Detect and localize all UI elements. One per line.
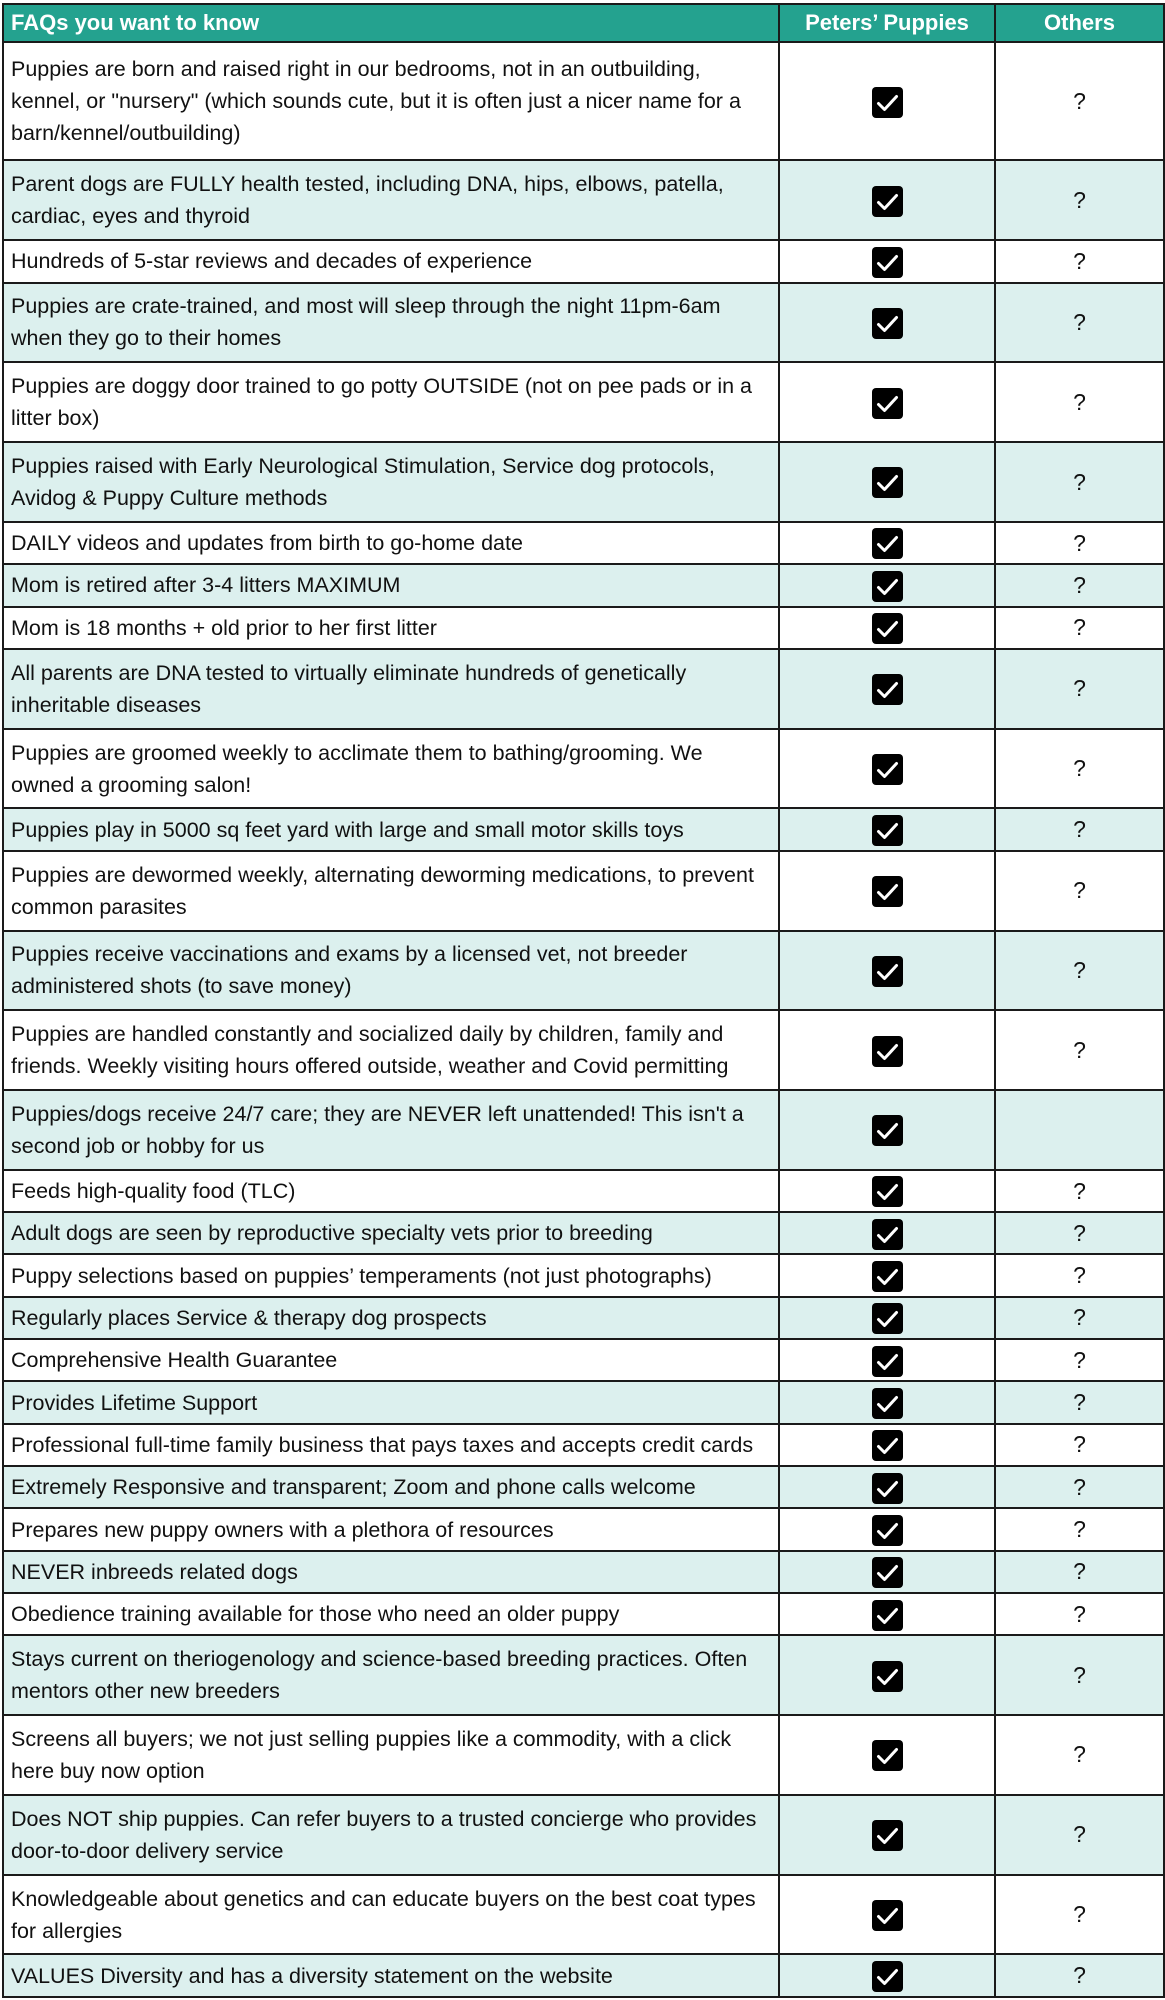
others-value: ? xyxy=(1073,1431,1086,1458)
others-value: ? xyxy=(1073,675,1086,702)
checkbox-checked-icon xyxy=(872,1515,903,1546)
faq-text: Puppies raised with Early Neurological Stimulation, Service dog protocols, Avidog & Puppy Culture methods xyxy=(3,442,779,522)
table-row xyxy=(3,607,1164,649)
faq-text: Does NOT ship puppies. Can refer buyers to a trusted concierge who provides door-to-door delivery service xyxy=(3,1795,779,1875)
checkbox-checked-icon xyxy=(872,1557,903,1588)
others-cell xyxy=(995,1954,1164,1997)
checkbox-checked-icon xyxy=(872,1961,903,1992)
faq-text: Knowledgeable about genetics and can educate buyers on the best coat types for allergies xyxy=(3,1875,779,1955)
peters-puppies-cell xyxy=(779,1090,995,1170)
others-cell xyxy=(995,1795,1164,1875)
others-cell xyxy=(995,1424,1164,1466)
others-cell xyxy=(995,240,1164,282)
others-value: ? xyxy=(1073,1600,1086,1627)
others-value: ? xyxy=(1073,755,1086,782)
checkbox-checked-icon xyxy=(872,467,903,498)
header-row xyxy=(3,4,1164,42)
others-cell xyxy=(995,564,1164,606)
checkbox-checked-icon xyxy=(872,1261,903,1292)
peters-puppies-cell xyxy=(779,240,995,282)
others-value: ? xyxy=(1073,1661,1086,1688)
others-value: ? xyxy=(1073,571,1086,598)
peters-puppies-cell xyxy=(779,1635,995,1715)
others-cell xyxy=(995,1508,1164,1550)
faq-text: Parent dogs are FULLY health tested, including DNA, hips, elbows, patella, cardiac, eyes and thyroid xyxy=(3,160,779,240)
others-cell xyxy=(995,442,1164,522)
faq-text: Regularly places Service & therapy dog prospects xyxy=(3,1297,779,1339)
peters-puppies-cell xyxy=(779,362,995,442)
table-row xyxy=(3,362,1164,442)
others-value: ? xyxy=(1073,529,1086,556)
faq-text: Comprehensive Health Guarantee xyxy=(3,1339,779,1381)
checkbox-checked-icon xyxy=(872,815,903,846)
others-value: ? xyxy=(1073,1036,1086,1063)
others-value: ? xyxy=(1073,1304,1086,1331)
table-row xyxy=(3,649,1164,729)
faq-text: Puppies are born and raised right in our bedrooms, not in an outbuilding, kennel, or "nursery" (which sounds cute, but it is often just a nicer name for a barn/kennel/outbuilding) xyxy=(3,42,779,160)
others-cell xyxy=(995,1297,1164,1339)
others-value: ? xyxy=(1073,1821,1086,1848)
table-row xyxy=(3,1551,1164,1593)
others-cell xyxy=(995,607,1164,649)
table-row xyxy=(3,160,1164,240)
others-value: ? xyxy=(1073,388,1086,415)
others-cell xyxy=(995,1254,1164,1296)
others-cell xyxy=(995,931,1164,1011)
others-value: ? xyxy=(1073,1473,1086,1500)
table-row xyxy=(3,1715,1164,1795)
checkbox-checked-icon xyxy=(872,1219,903,1250)
faq-text: Puppies are crate-trained, and most will sleep through the night 11pm-6am when they go to their homes xyxy=(3,283,779,363)
others-cell xyxy=(995,283,1164,363)
peters-puppies-cell xyxy=(779,851,995,931)
table-row xyxy=(3,1297,1164,1339)
others-cell xyxy=(995,1551,1164,1593)
others-cell xyxy=(995,1715,1164,1795)
table-row xyxy=(3,564,1164,606)
faq-text: Puppies receive vaccinations and exams by a licensed vet, not breeder administered shots (to save money) xyxy=(3,931,779,1011)
table-row xyxy=(3,1424,1164,1466)
peters-puppies-cell xyxy=(779,1254,995,1296)
peters-puppies-cell xyxy=(779,1875,995,1955)
checkbox-checked-icon xyxy=(872,87,903,118)
peters-puppies-cell xyxy=(779,1424,995,1466)
table-row xyxy=(3,1875,1164,1955)
checkbox-checked-icon xyxy=(872,1346,903,1377)
faq-text: Obedience training available for those who need an older puppy xyxy=(3,1593,779,1635)
faq-text: Adult dogs are seen by reproductive specialty vets prior to breeding xyxy=(3,1212,779,1254)
others-cell xyxy=(995,1170,1164,1212)
peters-puppies-cell xyxy=(779,564,995,606)
table-body xyxy=(3,42,1164,1997)
peters-puppies-cell xyxy=(779,442,995,522)
table-row xyxy=(3,283,1164,363)
faq-text: Screens all buyers; we not just selling puppies like a commodity, with a click here buy now option xyxy=(3,1715,779,1795)
checkbox-checked-icon xyxy=(872,1036,903,1067)
checkbox-checked-icon xyxy=(872,1820,903,1851)
faq-text: Feeds high-quality food (TLC) xyxy=(3,1170,779,1212)
faq-text: Stays current on theriogenology and science-based breeding practices. Often mentors other new breeders xyxy=(3,1635,779,1715)
checkbox-checked-icon xyxy=(872,1900,903,1931)
others-cell xyxy=(995,729,1164,809)
others-value: ? xyxy=(1073,956,1086,983)
table-row xyxy=(3,931,1164,1011)
table-row xyxy=(3,808,1164,850)
checkbox-checked-icon xyxy=(872,1740,903,1771)
others-value: ? xyxy=(1073,877,1086,904)
others-value: ? xyxy=(1073,186,1086,213)
faq-text: Extremely Responsive and transparent; Zoom and phone calls welcome xyxy=(3,1466,779,1508)
checkbox-checked-icon xyxy=(872,1430,903,1461)
checkbox-checked-icon xyxy=(872,388,903,419)
others-cell xyxy=(995,1635,1164,1715)
table-row xyxy=(3,729,1164,809)
others-cell xyxy=(995,1090,1164,1170)
peters-puppies-cell xyxy=(779,1170,995,1212)
others-value: ? xyxy=(1073,1901,1086,1928)
peters-puppies-cell xyxy=(779,42,995,160)
others-cell xyxy=(995,42,1164,160)
faq-text: VALUES Diversity and has a diversity statement on the website xyxy=(3,1954,779,1997)
checkbox-checked-icon xyxy=(872,956,903,987)
peters-puppies-cell xyxy=(779,160,995,240)
table-row xyxy=(3,1381,1164,1423)
faq-text: Puppies are doggy door trained to go potty OUTSIDE (not on pee pads or in a litter box) xyxy=(3,362,779,442)
header-faq: FAQs you want to know xyxy=(3,4,779,42)
table-row xyxy=(3,1466,1164,1508)
table-row xyxy=(3,851,1164,931)
others-cell xyxy=(995,1466,1164,1508)
others-cell xyxy=(995,522,1164,564)
table-row xyxy=(3,1212,1164,1254)
checkbox-checked-icon xyxy=(872,613,903,644)
faq-text: Puppy selections based on puppies’ temperaments (not just photographs) xyxy=(3,1254,779,1296)
faq-text: DAILY videos and updates from birth to go-home date xyxy=(3,522,779,564)
others-cell xyxy=(995,362,1164,442)
table-row xyxy=(3,1254,1164,1296)
others-cell xyxy=(995,1339,1164,1381)
comparison-table xyxy=(2,3,1165,1998)
faq-text: Prepares new puppy owners with a plethora of resources xyxy=(3,1508,779,1550)
table-row xyxy=(3,1593,1164,1635)
others-cell xyxy=(995,808,1164,850)
others-cell xyxy=(995,1010,1164,1090)
others-value: ? xyxy=(1073,1389,1086,1416)
faq-text: Provides Lifetime Support xyxy=(3,1381,779,1423)
checkbox-checked-icon xyxy=(872,1176,903,1207)
others-cell xyxy=(995,1212,1164,1254)
peters-puppies-cell xyxy=(779,1551,995,1593)
peters-puppies-cell xyxy=(779,1381,995,1423)
peters-puppies-cell xyxy=(779,931,995,1011)
others-value: ? xyxy=(1073,1177,1086,1204)
others-value: ? xyxy=(1073,1962,1086,1989)
others-value: ? xyxy=(1073,1346,1086,1373)
checkbox-checked-icon xyxy=(872,1388,903,1419)
checkbox-checked-icon xyxy=(872,528,903,559)
table-row xyxy=(3,240,1164,282)
peters-puppies-cell xyxy=(779,1339,995,1381)
others-value: ? xyxy=(1073,1219,1086,1246)
peters-puppies-cell xyxy=(779,649,995,729)
checkbox-checked-icon xyxy=(872,674,903,705)
faq-text: Puppies/dogs receive 24/7 care; they are NEVER left unattended! This isn't a second job or hobby for us xyxy=(3,1090,779,1170)
others-value: ? xyxy=(1073,308,1086,335)
checkbox-checked-icon xyxy=(872,876,903,907)
others-cell xyxy=(995,649,1164,729)
others-value: ? xyxy=(1073,1262,1086,1289)
others-cell xyxy=(995,1593,1164,1635)
others-cell xyxy=(995,1381,1164,1423)
table-row xyxy=(3,1954,1164,1997)
others-value: ? xyxy=(1073,1741,1086,1768)
table-row xyxy=(3,42,1164,160)
peters-puppies-cell xyxy=(779,607,995,649)
others-value: ? xyxy=(1073,614,1086,641)
checkbox-checked-icon xyxy=(872,754,903,785)
peters-puppies-cell xyxy=(779,1715,995,1795)
checkbox-checked-icon xyxy=(872,571,903,602)
peters-puppies-cell xyxy=(779,1010,995,1090)
others-cell xyxy=(995,851,1164,931)
faq-text: Mom is 18 months + old prior to her first litter xyxy=(3,607,779,649)
peters-puppies-cell xyxy=(779,1212,995,1254)
checkbox-checked-icon xyxy=(872,308,903,339)
table-row xyxy=(3,1508,1164,1550)
others-value: ? xyxy=(1073,1558,1086,1585)
peters-puppies-cell xyxy=(779,1593,995,1635)
faq-text: Hundreds of 5-star reviews and decades of experience xyxy=(3,240,779,282)
others-value: ? xyxy=(1073,247,1086,274)
checkbox-checked-icon xyxy=(872,1115,903,1146)
faq-text: Puppies are groomed weekly to acclimate them to bathing/grooming. We owned a grooming salon! xyxy=(3,729,779,809)
others-value: ? xyxy=(1073,87,1086,114)
table-row xyxy=(3,522,1164,564)
others-value: ? xyxy=(1073,468,1086,495)
faq-text: Puppies play in 5000 sq feet yard with large and small motor skills toys xyxy=(3,808,779,850)
peters-puppies-cell xyxy=(779,522,995,564)
checkbox-checked-icon xyxy=(872,247,903,278)
checkbox-checked-icon xyxy=(872,1661,903,1692)
faq-text: Mom is retired after 3-4 litters MAXIMUM xyxy=(3,564,779,606)
others-cell xyxy=(995,1875,1164,1955)
others-cell xyxy=(995,160,1164,240)
faq-text: Puppies are dewormed weekly, alternating deworming medications, to prevent common parasites xyxy=(3,851,779,931)
checkbox-checked-icon xyxy=(872,1473,903,1504)
table-row xyxy=(3,1170,1164,1212)
peters-puppies-cell xyxy=(779,1466,995,1508)
others-value: ? xyxy=(1073,1516,1086,1543)
checkbox-checked-icon xyxy=(872,1600,903,1631)
table-row xyxy=(3,1795,1164,1875)
table-row xyxy=(3,442,1164,522)
table-row xyxy=(3,1090,1164,1170)
peters-puppies-cell xyxy=(779,808,995,850)
checkbox-checked-icon xyxy=(872,1303,903,1334)
checkbox-checked-icon xyxy=(872,186,903,217)
header-peters-puppies: Peters’ Puppies xyxy=(779,4,995,42)
table-header xyxy=(3,4,1164,42)
peters-puppies-cell xyxy=(779,1954,995,1997)
faq-text: All parents are DNA tested to virtually eliminate hundreds of genetically inheritable diseases xyxy=(3,649,779,729)
faq-text: Professional full-time family business that pays taxes and accepts credit cards xyxy=(3,1424,779,1466)
faq-text: Puppies are handled constantly and socialized daily by children, family and friends. Weekly visiting hours offered outside, weather and Covid permitting xyxy=(3,1010,779,1090)
others-value: ? xyxy=(1073,816,1086,843)
table-row xyxy=(3,1010,1164,1090)
header-others: Others xyxy=(995,4,1164,42)
peters-puppies-cell xyxy=(779,1795,995,1875)
table-row xyxy=(3,1339,1164,1381)
peters-puppies-cell xyxy=(779,1508,995,1550)
table-row xyxy=(3,1635,1164,1715)
peters-puppies-cell xyxy=(779,283,995,363)
peters-puppies-cell xyxy=(779,1297,995,1339)
faq-text: NEVER inbreeds related dogs xyxy=(3,1551,779,1593)
peters-puppies-cell xyxy=(779,729,995,809)
